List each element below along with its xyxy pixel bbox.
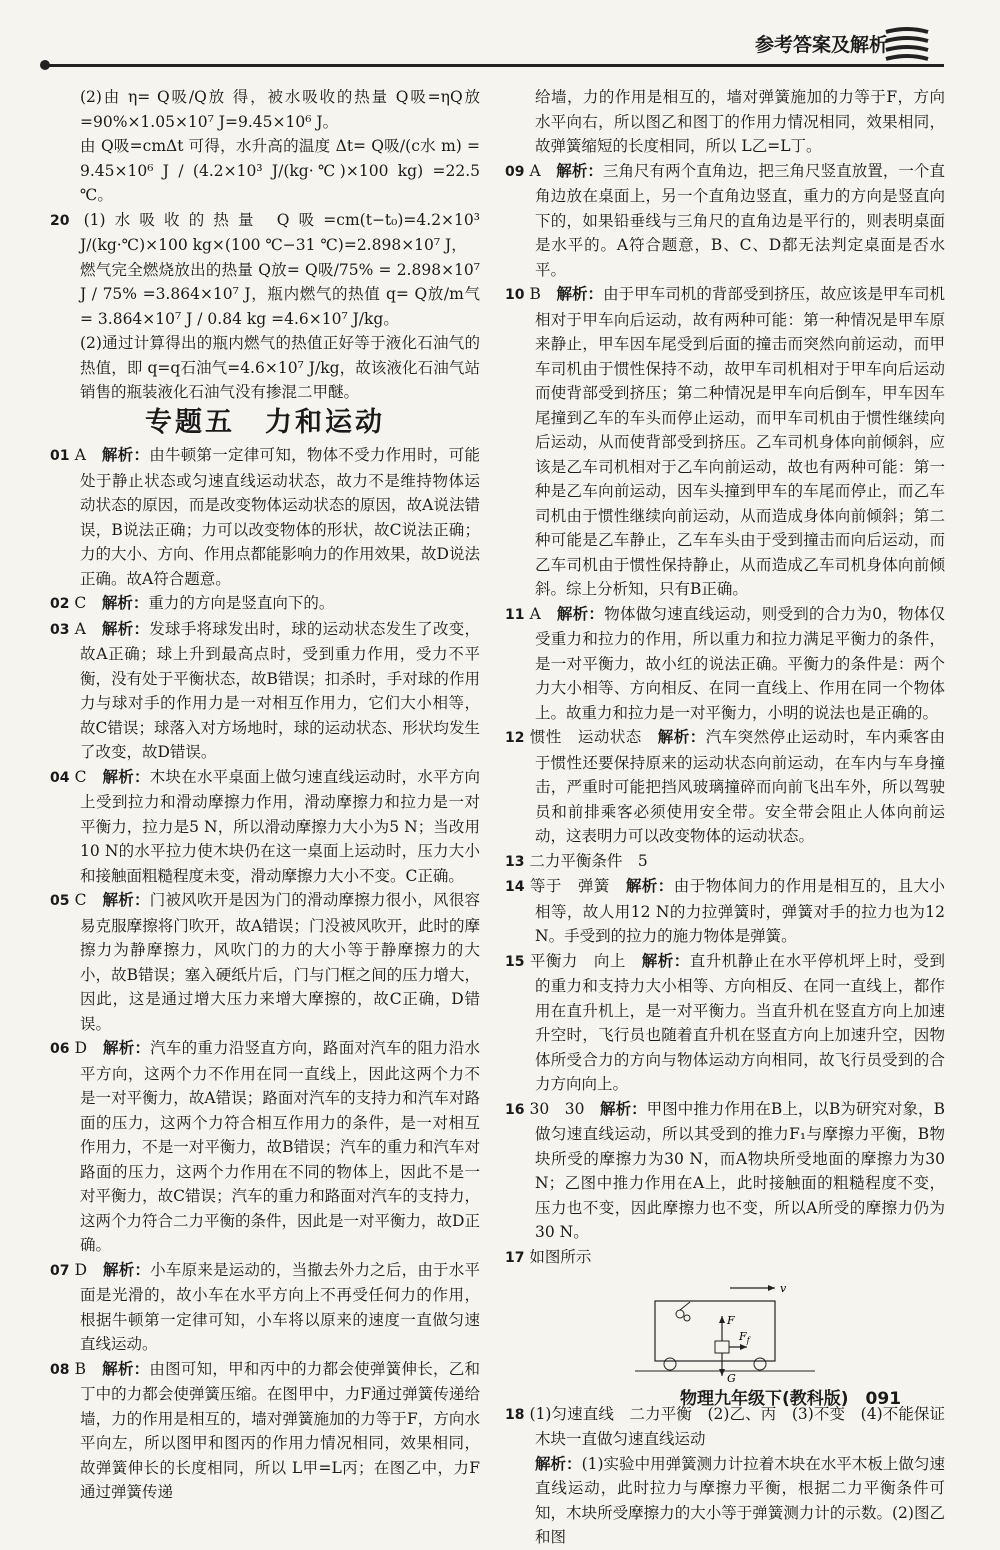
answer: 30 30 [529,1099,585,1118]
left-column [50,85,480,1505]
answer: C [74,594,87,612]
explanation-label: 解析： [101,618,150,638]
question-number: 14 [505,879,525,895]
explanation-text: 发球手将球发出时，球的运动状态发生了改变，故A正确；球上升到最高点时，受到重力作用，受力不平衡，没有处于平衡状态，故B错误；扣杀时，手对球的作用力与球对手的作用力是一对相互作用力，它们大小相等，故C错误；球落入对方场地时，球的运动状态、形状均发生了改变，故D错误。 [80,619,480,761]
answer: D [74,1260,88,1279]
velocity-label: v [780,1282,787,1295]
question-14 [505,874,945,949]
question-11 [505,602,945,726]
question-number: 11 [505,606,525,623]
explanation-text: 直升机静止在水平停机坪上时，受到的重力和支持力大小相等、方向相反、在同一直线上，都作用在直升机上，是一对平衡力。当直升机在竖直方向上加速升空时，飞行员也随着直升机在竖直方向上加速升空，因物体所受合力的方向与物体运动方向相同，故飞行员受到的合力方向向上。 [535,951,945,1093]
pendulum-bob [676,1310,684,1318]
question-number: 01 [50,448,70,464]
question-15 [505,949,945,1097]
explanation-label: 解析： [556,160,603,180]
answer-list [505,159,945,1271]
explanation-label: 解析： [600,1098,647,1118]
answer: C [74,767,87,786]
question-06 [50,1036,480,1258]
explanation-text: 重力的方向是竖直向下的。 [148,594,335,612]
paragraph: 由 Q吸=cmΔt 可得，水升高的温度 Δt= Q吸/(c水 m) = 9.45×10⁶ J / (4.2×10³ J/(kg·℃)×100 kg) =22.5 ℃。 [80,137,480,204]
explanation-label: 解析： [103,1259,151,1279]
explanation-label: 解析： [102,766,150,786]
explanation-label: 解析： [641,950,690,970]
question-number: 06 [50,1041,70,1057]
gravity-arrowhead [719,1369,725,1376]
question-03 [50,617,480,765]
paragraph: 解析：(1)实验中用弹簧测力计拉着木块在水平木板上做匀速直线运动，此时拉力与摩擦力平衡，根据二力平衡条件可知，木块所受摩擦力的大小等于弹簧测力计的示数。(2)图乙和图 [535,1453,945,1546]
question-number: 17 [505,1249,525,1266]
wheel [664,1358,676,1370]
answer-list [50,443,480,1505]
question-05 [50,888,480,1036]
page-header-title: 参考答案及解析 [755,34,889,56]
answer: A [529,604,541,623]
header-rule [44,64,944,67]
answer: A [74,446,86,464]
explanation-label: 解析： [101,445,150,464]
explanation-text: 由牛顿第一定律可知，物体不受力作用时，可能处于静止状态或匀速直线运动状态，故力不是维持物体运动状态的原因，而是改变物体运动状态的原因，故A说法错误，B说法正确；力可以改变物体的形状，故C说法正确；力的大小、方向、作用点都能影响力的作用效果，故D说法正确。故A符合题意。 [80,446,480,588]
section-title: 专题五 力和运动 [145,406,385,438]
explanation-text: 汽车突然停止运动时，车内乘客由于惯性还要保持原来的运动状态向前运动，在车内与车身撞击，严重时可能把挡风玻璃撞碎而向前飞出车外，所以驾驶员和前排乘客必须使用安全带。安全带会阻止人体向前运动，这表明力可以改变物体的运动状态。 [535,728,945,845]
question-number: 02 [50,596,70,612]
page-footer: 物理九年级下(教科版) 091 [680,1389,902,1409]
explanation-label: 解析： [625,876,674,895]
question-20: 20 (1)水吸收的热量 Q吸=cm(t−t₀)=4.2×10³ J/(kg·℃)×100 kg×(100 ℃−31 ℃)=2.898×10⁷ J， [50,210,480,254]
question-number: 04 [50,769,70,786]
gravity-label: G [727,1372,736,1385]
question-08 [50,1357,480,1505]
explanation-label: 解析： [556,284,604,303]
question-number: 08 [50,1361,70,1378]
question-number: 15 [505,953,525,970]
explanation-text: 由于物体间力的作用是相互的，且大小相等，故人用12 N的力拉弹簧时，弹簧对手的拉力也为12 N。手受到的拉力的施力物体是弹簧。 [535,877,945,945]
answer: 平衡力 向上 [529,951,626,970]
question-number: 09 [505,163,525,180]
paragraph: 燃气完全燃烧放出的热量 Q放= Q吸/75% = 2.898×10⁷ J / 75% =3.864×10⁷ J，瓶内燃气的热值 q= Q放/m气 = 3.864×10⁷ J / 0.84 kg =4.6×10⁷ J/kg。 [80,260,480,328]
answer: D [74,1039,88,1057]
small-ball [684,1315,690,1321]
force-F-label: F [727,1314,735,1327]
explanation-text: 汽车的重力沿竖直方向，路面对汽车的阻力沿水平方向，这两个力不作用在同一直线上，因此这两个力不是一对平衡力，故A错误；路面对汽车的支持力和汽车对路面的压力，这两个力符合相互作用力的条件，是一对相互作用力，不是一对平衡力，故B错误；汽车的重力和汽车对路面的压力，这两个力作用在不同的物体上，因此不是一对平衡力，故C错误；汽车的重力和路面对汽车的支持力，这两个力符合二力平衡的条件，因此是一对平衡力，故D正确。 [80,1039,480,1254]
explanation-text: 由图可知，甲和丙中的力都会使弹簧伸长，乙和丁中的力都会使弹簧压缩。在图甲中，力F通过弹簧传递给墙，力的作用是相互的，墙对弹簧施加的力等于F，方向水平向左，所以图甲和图丙的作用力情况相同，效果相同，故弹簧伸长的长度相同，所以 L甲=L丙；在图乙中，力F通过弹簧传递 [80,1359,480,1501]
paragraph: (2)由 η= Q吸/Q放 得，被水吸收的热量 Q吸=ηQ放=90%×1.05×10⁷ J=9.45×10⁶ J。 [80,88,480,131]
answer: 如图所示 [529,1247,592,1266]
explanation-text: 小车原来是运动的，当撤去外力之后，由于水平面是光滑的，故小车在水平方向上不再受任何力的作用，根据牛顿第一定律可知，小车将以原来的速度一直做匀速直线运动。 [80,1260,480,1353]
explanation-label: 解析： [101,593,149,612]
friction-label: $F_f$ [739,1330,750,1345]
question-02 [50,591,480,617]
question-number: 13 [505,853,525,870]
question-18: 18 (1)匀速直线 二力平衡 (2)乙、丙 (3)不变 (4)不能保证木块一直做匀速直线运动 [505,1404,946,1448]
question-number: 05 [50,893,70,909]
explanation-text: 甲图中推力作用在B上，以B为研究对象，B做匀速直线运动，所以其受到的推力F₁与摩擦力平衡，B物块所受的摩擦力为30 N，而A物块所受地面的摩擦力为30 N；乙图中推力作用在A上，此时接触面的粗糙程度不变，压力也不变，因此摩擦力也不变，所以A所受的摩擦力仍为30 N。 [535,1099,945,1241]
explanation-label: 解析： [657,727,706,746]
pendulum-string [680,1302,690,1310]
question-04 [50,765,480,889]
paragraph: 给墙，力的作用是相互的，墙对弹簧施加的力等于F，方向水平向右，所以图乙和图丁的作用力情况相同，效果相同，故弹簧缩短的长度相同，所以 L乙=L丁。 [535,88,945,155]
question-number: 10 [505,287,525,303]
question-number: 12 [505,730,525,746]
answer: B [74,1359,87,1378]
question-17 [505,1245,945,1271]
question-12 [505,725,945,849]
question-10 [505,282,945,602]
question-01 [50,443,480,591]
explanation-label: 解析： [556,603,605,623]
explanation-text: 木块在水平桌面上做匀速直线运动时，水平方向上受到拉力和滑动摩擦力作用，滑动摩擦力和拉力是一对平衡力，拉力是5 N，所以滑动摩擦力大小为5 N；当改用10 N的水平拉力使木块仍在这一桌面上运动时，压力大小和接触面粗糙程度未变，滑动摩擦力大小不变。C正确。 [80,767,480,885]
answer: 二力平衡条件 5 [529,851,648,870]
explanation-text: 物体做匀速直线运动，则受到的合力为0，物体仅受重力和拉力的作用，所以重力和拉力满足平衡力的条件，是一对平衡力，故小红的说法正确。平衡力的条件是：两个力大小相等、方向相反、在同一直线上、作用在同一个物体上。故重力和拉力是一对平衡力，小明的说法也是正确的。 [535,604,945,722]
block [715,1341,729,1353]
paragraph: (2)通过计算得出的瓶内燃气的热值正好等于液化石油气的热值，即 q=q石油气=4.6×10⁷ J/kg，故该液化石油气站销售的瓶装液化石油气没有掺混二甲醚。 [80,334,480,401]
right-column [505,85,945,1550]
question-09 [505,159,945,283]
explanation-text: 门被风吹开是因为门的滑动摩擦力很小，风很容易克服摩擦将门吹开，故A错误；门没被风吹开，此时的摩擦力为静摩擦力，风吹门的力的大小等于静摩擦力的大小，故B错误；塞入硬纸片后，门与门框之间的压力增大，因此，这是通过增大压力来增大摩擦的，故C正确，D错误。 [80,891,480,1033]
force-diagram [635,1276,815,1386]
answer: A [74,619,86,638]
question-number: 07 [50,1262,70,1279]
force-F-arrowhead [719,1316,725,1323]
question-number: 03 [50,621,70,638]
explanation-label: 解析： [102,1358,150,1378]
answer: 惯性 运动状态 [529,728,642,746]
answer: B [529,285,541,303]
question-13 [505,849,945,875]
header-logo-icon [882,26,932,64]
wheel [754,1358,766,1370]
explanation-label: 解析： [103,1038,151,1057]
explanation-text: 三角尺有两个直角边，把三角尺竖直放置，一个直角边放在桌面上，另一个直角边竖直，重力的方向是竖直向下的，如果铅垂线与三角尺的直角边是平行的，则表明桌面是水平的。A符合题意，B、C、D都无法判定桌面是否水平。 [535,161,945,279]
velocity-arrowhead [768,1285,775,1291]
answer: A [529,161,541,180]
question-16 [505,1097,945,1245]
question-number: 16 [505,1101,525,1118]
answer: 等于 弹簧 [529,877,610,895]
explanation-label: 解析： [102,890,150,909]
answer: C [74,891,87,909]
explanation-text: 由于甲车司机的背部受到挤压，故应该是甲车司机相对于甲车向后运动，故有两种可能：第一种情况是甲车原来静止，甲车因车尾受到后面的撞击而突然向前运动，而甲车司机由于惯性保持不动，故甲车司机相对于甲车向后运动而使背部受到挤压；第二种情况是甲车向后倒车，甲车因车尾撞到乙车的车头而停止运动，而甲车司机由于惯性继续向后运动，从而使背部受到挤压。乙车司机身体向前倾斜，应该是乙车司机相对于乙车向前运动，故也有两种可能：第一种是乙车向前运动，因车头撞到甲车的车尾而停止，而乙车司机由于惯性继续向前运动，从而造成身体向前倾斜；第二种可能是乙车静止，乙车车头由于受到撞击而向后运动，而乙车司机由于惯性保持静止，从而造成乙车司机身体向前倾斜。综上分析知，只有B正确。 [535,285,945,598]
question-07 [50,1258,480,1357]
